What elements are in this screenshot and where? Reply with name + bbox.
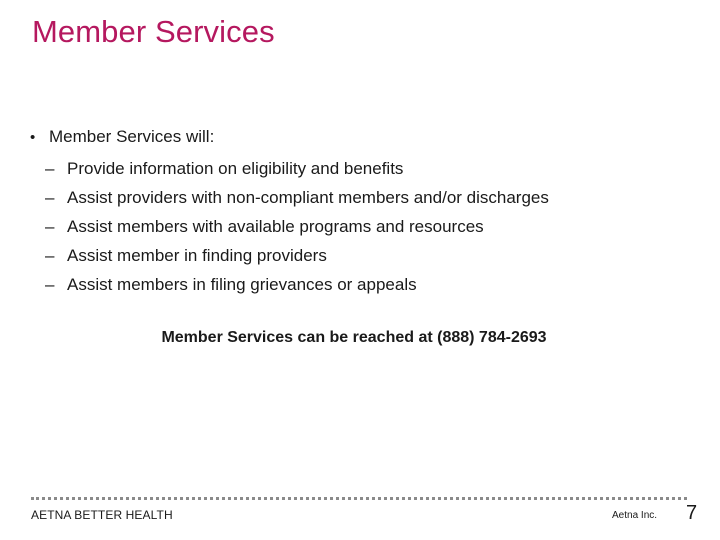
sub-item-text: Assist members in filing grievances or appeals xyxy=(67,275,417,294)
sub-item-text: Assist member in finding providers xyxy=(67,246,327,265)
dash-icon: – xyxy=(45,246,55,265)
sub-item xyxy=(45,241,690,270)
sub-list xyxy=(30,154,690,299)
dash-icon: – xyxy=(45,188,55,207)
footer-divider xyxy=(31,497,687,500)
page-number: 7 xyxy=(686,502,698,524)
bullet-text: Member Services will: xyxy=(49,127,215,146)
sub-item xyxy=(45,270,690,299)
bullet-icon: • xyxy=(30,129,36,146)
sub-item-text: Assist providers with non-compliant members and/or discharges xyxy=(67,188,549,207)
sub-item xyxy=(45,212,690,241)
dash-icon: – xyxy=(45,275,55,294)
slide-title: Member Services xyxy=(32,14,275,49)
sub-item xyxy=(45,154,690,183)
slide-content xyxy=(30,123,690,299)
footer-company-label: AETNA BETTER HEALTH xyxy=(31,508,173,522)
contact-phone-line: Member Services can be reached at (888) 784-2693 xyxy=(161,329,547,346)
dash-icon: – xyxy=(45,159,55,178)
sub-item-text: Assist members with available programs and resources xyxy=(67,217,484,236)
footer-copyright-label: Aetna Inc. xyxy=(612,510,658,521)
sub-item xyxy=(45,183,690,212)
sub-item-text: Provide information on eligibility and benefits xyxy=(67,159,404,178)
bullet-item xyxy=(30,123,690,152)
dash-icon: – xyxy=(45,217,55,236)
